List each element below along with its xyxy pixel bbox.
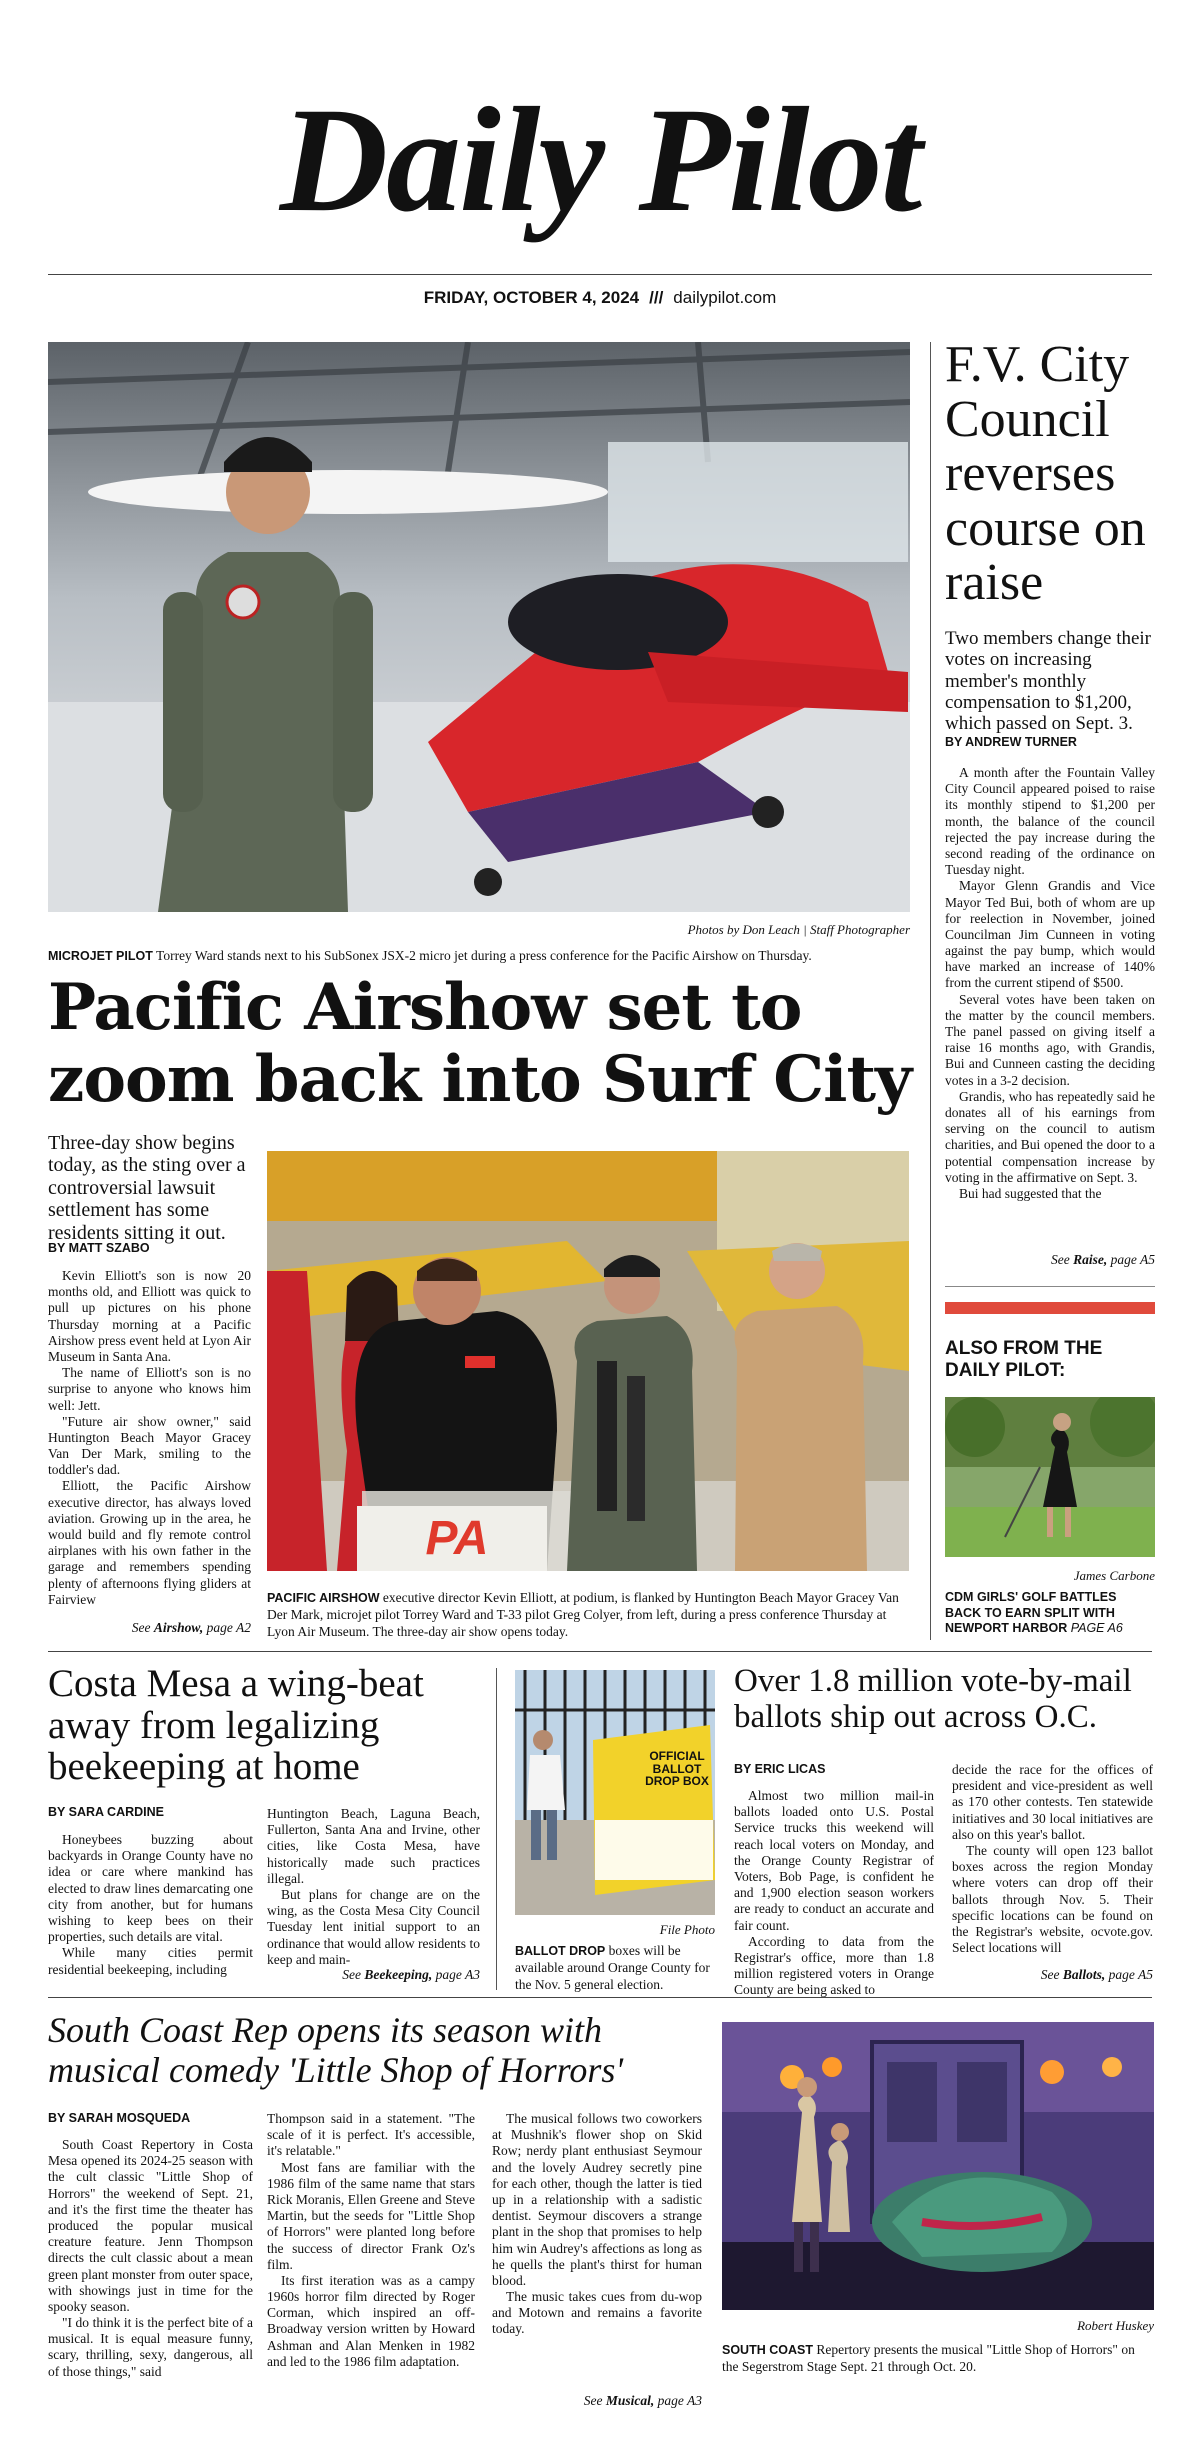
caption-kicker: MICROJET PILOT	[48, 949, 153, 963]
fv-paragraph: Several votes have been taken on the matter by the council members. The panel passed on giving itself a raise 16 months ago, with Grandis, Bui and Cunneen casting the deciding votes in a 3-2 decision.	[945, 991, 1155, 1088]
fv-paragraph: A month after the Fountain Valley City Council appeared poised to raise its monthly stipend to $1,200 per month, the balance of the council rejected the pay increase during the second reading of the ordinance on Tuesday night.	[945, 765, 1155, 878]
airshow-paragraph: "Future air show owner," said Huntington Beach Mayor Gracey Van Der Mark, smiling to the toddler's dad.	[48, 1413, 251, 1478]
bees-paragraph: But plans for change are on the wing, as the Costa Mesa City Council Tuesday lent initial support to an ordinance that would allow residents to keep and main-	[267, 1886, 480, 1967]
airshow-paragraph: Elliott, the Pacific Airshow executive director, has always loved aviation. Growing up in the area, he would build and fly remote control airplanes with his own father in the garage and remembers spending plenty of afternoons flying gliders at Fairview	[48, 1478, 251, 1607]
also-title: ALSO FROM THE DAILY PILOT:	[945, 1338, 1103, 1381]
jump-page: page A2	[206, 1620, 251, 1635]
bees-paragraph: Huntington Beach, Laguna Beach, Fullerton, Santa Ana and Irvine, other cities, like Costa Mesa, have historically made such practices illegal.	[267, 1806, 480, 1886]
jump-key: Raise,	[1073, 1252, 1108, 1267]
airshow-paragraph: The name of Elliott's son is no surprise to anyone who knows him well: Jett.	[48, 1365, 251, 1413]
fv-byline: BY ANDREW TURNER	[945, 735, 1077, 749]
teaser-text: CDM GIRLS' GOLF BATTLES BACK TO EARN SPLIT WITH NEWPORT HARBOR	[945, 1590, 1117, 1636]
airshow-dek: Three-day show begins today, as the sting over a controversial lawsuit settlement has some residents sitting it out.	[48, 1132, 246, 1244]
airshow-paragraph: Kevin Elliott's son is now 20 months old, and Elliott was quick to pull up pictures on his phone Thursday morning at a Pacific Airshow press event held at Lyon Air Museum in Santa Ana.	[48, 1268, 251, 1364]
also-photo	[945, 1397, 1155, 1557]
column-rule	[930, 342, 931, 1640]
bees-col2	[267, 1806, 480, 1968]
jump-page: page A3	[657, 2393, 702, 2408]
also-teaser[interactable]	[945, 1590, 1155, 1637]
ballots-paragraph: According to data from the Registrar's office, more than 1.8 million registered voters in Orange County are being asked to	[734, 1933, 934, 1998]
fv-paragraph: Grandis, who has repeatedly said he donates all of his earnings from serving on the council to autism charities, and Bui opened the door to a potential compensation increase by voting in the affirmative on Sept. 3.	[945, 1088, 1155, 1185]
ballots-paragraph: Almost two million mail-in ballots loaded onto U.S. Postal Service trucks this weekend will reach local voters on Monday, and the Orange County Registrar of Voters, Bob Page, is confident he and 1,900 election season workers are ready to conduct an accurate and fair count.	[734, 1788, 934, 1933]
scr-paragraph: Most fans are familiar with the 1986 film of the same name that stars Rick Moranis, Ellen Greene and Steve Martin, but the seeds for "Little Shop of Horrors" were planted long before the success of director Frank Oz's film.	[267, 2159, 475, 2272]
dateline-date: FRIDAY, OCTOBER 4, 2024	[423, 288, 640, 307]
section-rule	[48, 1651, 1152, 1652]
jump-prefix: See	[1040, 1967, 1060, 1982]
ballots-jump[interactable]	[952, 1967, 1153, 1983]
airshow-headline[interactable]: Pacific Airshow set to zoom back into Surf City	[48, 970, 912, 1117]
scr-headline[interactable]: South Coast Rep opens its season with musical comedy 'Little Shop of Horrors'	[48, 2010, 624, 2091]
caption-text: executive director Kevin Elliott, at podium, is flanked by Huntington Beach Mayor Gracey Van Der Mark, microjet pilot Torrey Ward and T-33 pilot Greg Colyer, from left, during a press conference Thursday at Lyon Air Museum. The three-day air show opens today.	[267, 1590, 899, 1639]
fv-dek: Two members change their votes on increasing member's monthly compensation to $1,200, which passed on Sept. 3.	[945, 628, 1152, 735]
ballots-paragraph: The county will open 123 ballot boxes across the region Monday where voters can drop off their ballots through Nov. 5. Their specific locations can be found on the Registrar's website, ocvote.gov. Select locations will	[952, 1842, 1153, 1956]
masthead-title: Daily Pilot	[279, 77, 921, 243]
caption-kicker: SOUTH COAST	[722, 2343, 813, 2357]
bees-col1	[48, 1832, 253, 1978]
caption-kicker: PACIFIC AIRSHOW	[267, 1591, 380, 1605]
accent-bar	[945, 1302, 1155, 1314]
bees-paragraph: While many cities permit residential beekeeping, including	[48, 1945, 253, 1977]
jump-prefix: See	[131, 1620, 151, 1635]
caption-text: Torrey Ward stands next to his SubSonex JSX-2 micro jet during a press conference for the Pacific Airshow on Thursday.	[156, 948, 812, 963]
jump-page: page A5	[1110, 1252, 1155, 1267]
ballots-col2	[952, 1762, 1153, 1956]
jump-prefix: See	[583, 2393, 603, 2408]
divider	[945, 1286, 1155, 1287]
also-credit: James Carbone	[1073, 1568, 1155, 1583]
jump-page: page A3	[435, 1967, 480, 1982]
scr-col2	[267, 2111, 475, 2370]
caption-text: Repertory presents the musical "Little Shop of Horrors" on the Segerstrom Stage Sept. 21 through Oct. 20.	[722, 2342, 1135, 2374]
ballot-photo-credit: File Photo	[659, 1922, 715, 1937]
scr-jump[interactable]	[492, 2393, 702, 2409]
section-rule	[48, 1997, 1152, 1998]
scr-byline: BY SARAH MOSQUEDA	[48, 2111, 191, 2125]
jump-page: page A5	[1108, 1967, 1153, 1982]
scr-paragraph: Its first iteration was as a campy 1960s horror film directed by Roger Corman, which inspired an off-Broadway version written by Howard Ashman and Alan Menken in 1982 and led to the 1986 film adaptation.	[267, 2272, 475, 2369]
lead-photo	[48, 342, 910, 912]
dateline-separator: ///	[649, 288, 664, 307]
scr-col3	[492, 2111, 702, 2338]
ballots-col1	[734, 1788, 934, 1998]
jump-key: Beekeeping,	[364, 1967, 433, 1982]
dateline-site[interactable]: dailypilot.com	[673, 288, 777, 307]
fv-body	[945, 765, 1155, 1202]
column-rule	[496, 1668, 497, 1990]
ballots-headline[interactable]: Over 1.8 million vote-by-mail ballots ship out across O.C.	[734, 1663, 1132, 1736]
scr-paragraph: "I do think it is the perfect bite of a musical. It is equal measure funny, scary, thrilling, sexy, dangerous, all of those things," said	[48, 2315, 253, 2379]
scr-paragraph: South Coast Repertory in Costa Mesa opened its 2024-25 season with the cult classic "Little Shop of Horrors" the weekend of Sept. 21, and it's the first time the theater has produced the popular musical creature feature. Jenn Thompson directs the cult classic about a mean green plant monster from outer space, with showings just in time for the spooky season.	[48, 2137, 253, 2314]
jump-key: Musical,	[605, 2393, 655, 2408]
teaser-page: PAGE A6	[1070, 1621, 1123, 1636]
fv-headline[interactable]: F.V. City Council reverses course on raise	[945, 336, 1146, 612]
jump-prefix: See	[1051, 1252, 1070, 1267]
bees-byline: BY SARA CARDINE	[48, 1805, 164, 1819]
jump-key: Ballots,	[1062, 1967, 1106, 1982]
dateline	[0, 288, 1200, 308]
ballots-byline: BY ERIC LICAS	[734, 1762, 826, 1776]
jump-key: Airshow,	[153, 1620, 204, 1635]
scr-photo-credit: Robert Huskey	[1077, 2318, 1154, 2333]
fv-paragraph: Bui had suggested that the	[959, 1185, 1102, 1201]
scr-photo-caption	[722, 2342, 1154, 2376]
bees-jump[interactable]	[267, 1967, 480, 1983]
scr-paragraph: The music takes cues from du-wop and Motown and remains a favorite today.	[492, 2289, 702, 2337]
ballot-photo-caption	[515, 1943, 715, 1994]
airshow-byline: BY MATT SZABO	[48, 1241, 150, 1255]
caption-kicker: BALLOT DROP	[515, 1944, 606, 1958]
airshow-photo	[267, 1151, 909, 1571]
scr-paragraph: The musical follows two coworkers at Mushnik's flower shop on Skid Row; nerdy plant enthusiast Seymour and the lovely Audrey secretly pine for each other, though the latter is tied up in a relationship with a sadistic dentist. Seymour discovers a strange plant in the shop that promises to help him win Audrey's affections as long as he quells the plant's thirst for human blood.	[492, 2111, 702, 2288]
fv-jump[interactable]	[945, 1252, 1155, 1268]
jump-prefix: See	[342, 1967, 362, 1982]
lead-photo-caption	[48, 948, 910, 965]
airshow-jump[interactable]	[48, 1620, 251, 1636]
ballot-box-label: OFFICIAL BALLOT DROP BOX	[645, 1749, 709, 1789]
lead-photo-credit: Photos by Don Leach | Staff Photographer	[687, 922, 910, 937]
scr-paragraph: Thompson said in a statement. "The scale of it is perfect. It's accessible, it's relatable."	[267, 2111, 475, 2159]
ballots-paragraph: decide the race for the offices of president and vice-president as well as 170 other contests. Ten statewide initiatives and 30 local initiatives are also on this year's ballot.	[952, 1762, 1153, 1842]
caption-text: boxes will be available around Orange County for the Nov. 5 general election.	[515, 1943, 710, 1992]
scr-col1	[48, 2137, 253, 2380]
scr-photo	[722, 2022, 1154, 2310]
bees-headline[interactable]: Costa Mesa a wing-beat away from legalizing beekeeping at home	[48, 1662, 424, 1789]
ballot-photo	[515, 1670, 715, 1915]
bees-paragraph: Honeybees buzzing about backyards in Orange County have no idea or care where mankind has elected to draw lines demarcating one city from another, but for humans wishing to keep bees on their properties, such details are vital.	[48, 1832, 253, 1945]
airshow-body	[48, 1268, 251, 1608]
fv-paragraph: Mayor Glenn Grandis and Vice Mayor Ted Bui, both of whom are up for reelection in November, joined Councilman Jim Cunneen in voting against the pay bump, which would have marked an increase of 140% from the current stipend of $500.	[945, 878, 1155, 991]
airshow-photo-caption	[267, 1590, 909, 1641]
masthead-rule	[48, 274, 1152, 275]
podium-logo: PA	[425, 1512, 489, 1565]
